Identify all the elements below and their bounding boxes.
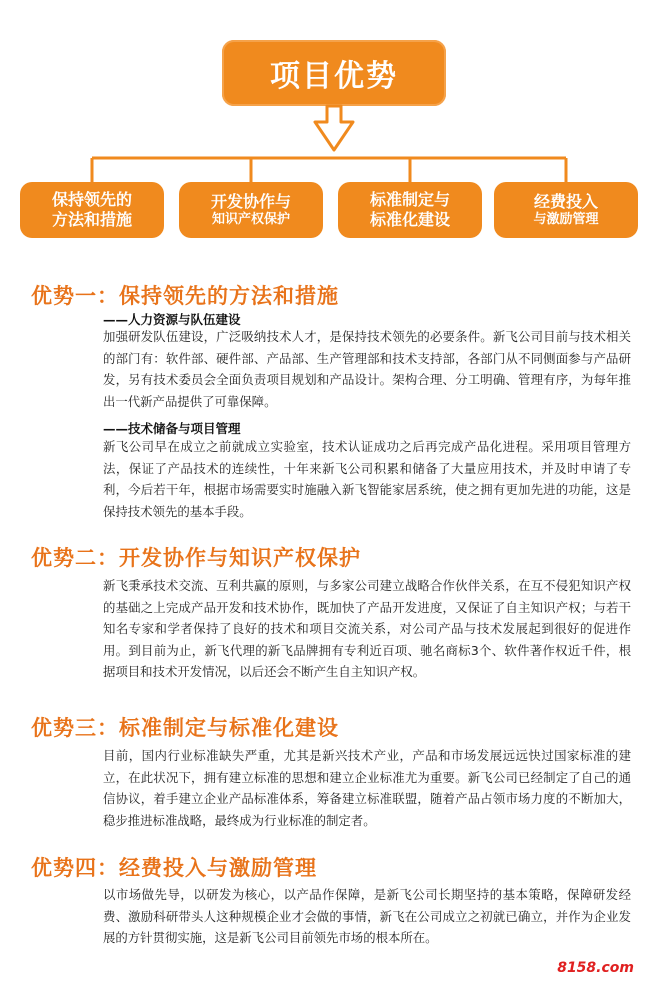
section-1-subheading-1: ——人力资源与队伍建设 (103, 312, 241, 327)
section-1-paragraph-1: 加强研发队伍建设，广泛吸纳技术人才，是保持技术领先的必要条件。新飞公司目前与技术相关的部门有：软件部、硬件部、产品部、生产管理部和技术支持部，各部门从不同侧面参与产品研发，另有技术委员会全面负责项目规划和产品设计。架构合理、分工明确、管理有序，为每年推出一代新产品提供了可靠保障。 (103, 329, 631, 409)
section-1-subheading-2: ——技术储备与项目管理 (103, 421, 241, 436)
down-arrow-icon (315, 106, 353, 150)
section-3-paragraph: 目前，国内行业标准缺失严重，尤其是新兴技术产业，产品和市场发展远远快过国家标准的建立，在此状况下，拥有建立标准的思想和建立企业标准尤为重要。新飞公司已经制定了自己的通信协议，着手建立企业产品标准体系，筹备建立标准联盟，随着产品占领市场力度的不断加大，稳步推进标准战略，最终成为行业标准的制定者。 (103, 748, 631, 828)
category-box-4-line2: 与激励管理 (533, 211, 599, 227)
category-box-4-line1: 经费投入 (533, 191, 598, 211)
category-box-2-line2: 知识产权保护 (211, 211, 290, 227)
category-box-3-line1: 标准制定与 (369, 190, 450, 209)
section-2-heading: 优势二：开发协作与知识产权保护 (31, 546, 361, 570)
section-4-heading: 优势四：经费投入与激励管理 (31, 856, 317, 880)
section-1-heading: 优势一：保持领先的方法和措施 (31, 284, 339, 308)
category-box-3 (338, 182, 482, 238)
category-box-2 (179, 182, 323, 238)
category-box-3-line2: 标准化建设 (369, 210, 450, 229)
diagram-title: 项目优势 (222, 40, 446, 106)
section-4-paragraph: 以市场做先导，以研发为核心，以产品作保障，是新飞公司长期坚持的基本策略，保障研发经费、激励科研带头人这种规模企业才会做的事情，新飞在公司成立之初就已确立，并作为企业发展的方针贯彻实施，这是新飞公司目前领先市场的根本所在。 (103, 887, 631, 946)
category-box-1-line1: 保持领先的 (51, 190, 132, 209)
category-box-1-line2: 方法和措施 (51, 210, 132, 229)
section-2-paragraph: 新飞秉承技术交流、互利共赢的原则，与多家公司建立战略合作伙伴关系，在互不侵犯知识产权的基础之上完成产品开发和技术协作，既加快了产品开发进度，又保证了自主知识产权；与若干知名专家和学者保持了良好的技术和项目交流关系，对公司产品与技术发展起到很好的促进作用。到目前为止，新飞代理的新飞品牌拥有专利近百项、驰名商标3个、软件著作权近千件，根据项目和技术开发情况，以后还会不断产生自主知识产权。 (103, 578, 631, 680)
category-box-1 (20, 182, 164, 238)
category-box-2-line1: 开发协作与 (210, 191, 291, 211)
section-1-paragraph-2: 新飞公司早在成立之前就成立实验室，技术认证成功之后再完成产品化进程。采用项目管理方法，保证了产品技术的连续性，十年来新飞公司积累和储备了大量应用技术，并及时申请了专利，今后若干年，根据市场需要实时施融入新飞智能家居系统，使之拥有更加先进的功能，这是保持技术领先的基本手段。 (103, 439, 631, 519)
watermark: 8158.com (557, 960, 634, 976)
section-3-heading: 优势三：标准制定与标准化建设 (31, 716, 339, 740)
category-box-4 (494, 182, 638, 238)
